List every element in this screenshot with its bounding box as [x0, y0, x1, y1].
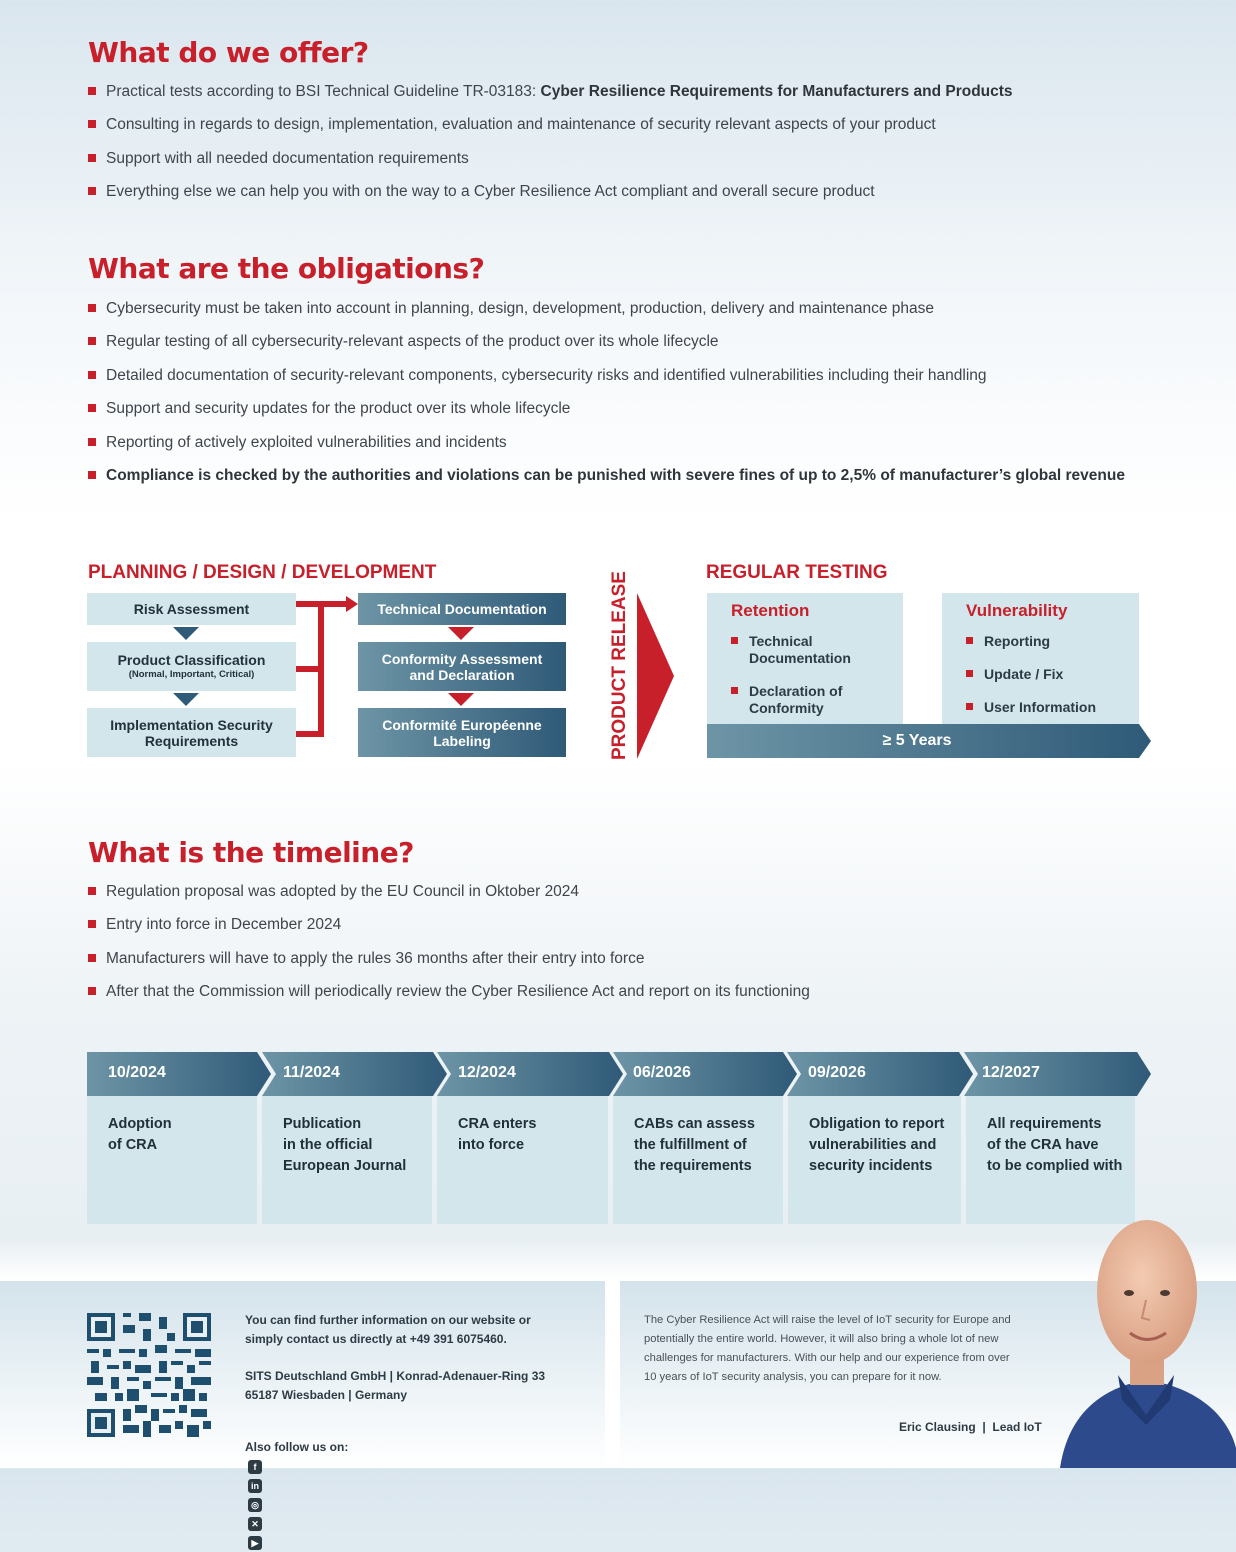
list-item: User Information [966, 699, 1096, 716]
arrow-down-icon [448, 627, 474, 640]
arrow-down-icon [173, 627, 199, 640]
timeline-date: 12/2024 [458, 1064, 516, 1081]
list-item: Detailed documentation of security-relevant components, cybersecurity risks and identified vulnerabilities including their handling [88, 366, 1125, 399]
follow-us: Also follow us on: f in ◎ ✕ ▶ [245, 1440, 349, 1548]
conformity-assessment-box: Conformity Assessment and Declaration [358, 642, 566, 691]
address-text: SITS Deutschland GmbH | Konrad-Adenauer-Ring 33 65187 Wiesbaden | Germany [245, 1369, 546, 1402]
planning-title: PLANNING / DESIGN / DEVELOPMENT [88, 562, 437, 583]
timeline-step-text: All requirements of the CRA have to be complied with [966, 1096, 1135, 1224]
list-item: Reporting [966, 633, 1096, 650]
timeline-date: 09/2026 [808, 1064, 866, 1081]
timeline-list [88, 882, 810, 1016]
technical-documentation-box: Technical Documentation [358, 593, 566, 625]
arrow-down-icon [448, 693, 474, 706]
list-item: Everything else we can help you with on the way to a Cyber Resilience Act compliant and overall secure product [88, 182, 1013, 215]
quote-text: The Cyber Resilience Act will raise the level of IoT security for Europe and potentially the entire world. However, it will also bring a whole lot of new challenges for manufacturers. With our help and our experience from over 10 years of IoT security analysis, you can prepare for it now. [644, 1314, 1011, 1383]
x-icon[interactable]: ✕ [248, 1517, 262, 1531]
list-item: Regular testing of all cybersecurity-relevant aspects of the product over its whole lifecycle [88, 332, 1125, 365]
list-item: Support with all needed documentation requirements [88, 149, 1013, 182]
timeline-title: What is the timeline? [88, 836, 414, 869]
vulnerability-title: Vulnerability [966, 601, 1068, 620]
retention-title: Retention [731, 601, 810, 620]
list-item: Entry into force in December 2024 [88, 915, 810, 948]
release-arrow-icon [637, 593, 675, 759]
list-item: Update / Fix [966, 666, 1096, 683]
obligations-list [88, 299, 1125, 499]
contact-text: You can find further information on our website or simply contact us directly at +49 391 6075460. [245, 1313, 531, 1346]
risk-assessment-box: Risk Assessment [87, 593, 296, 625]
arrow-down-icon [173, 693, 199, 706]
timeline-step-text: Obligation to report vulnerabilities and security incidents [788, 1096, 961, 1224]
timeline-date: 06/2026 [633, 1064, 691, 1081]
timeline-step-text: CABs can assess the fulfillment of the requirements [613, 1096, 783, 1224]
implementation-security-box: Implementation Security Requirements [87, 708, 296, 757]
bracket-connector-icon [296, 594, 360, 744]
instagram-icon[interactable]: ◎ [248, 1498, 262, 1512]
signature: Eric Clausing | Lead IoT [899, 1420, 1042, 1434]
timeline-step-text: Publication in the official European Journal [262, 1096, 432, 1224]
obligations-title: What are the obligations? [88, 252, 485, 285]
offer-title: What do we offer? [88, 36, 369, 69]
qr-code-icon[interactable] [87, 1313, 211, 1437]
list-item: Declaration of Conformity [731, 683, 851, 717]
list-item: Reporting of actively exploited vulnerabilities and incidents [88, 433, 1125, 466]
product-classification-box: Product Classification (Normal, Important, Critical) [87, 642, 296, 691]
list-item: Regulation proposal was adopted by the EU Council in Oktober 2024 [88, 882, 810, 915]
offer-list [88, 82, 1013, 216]
facebook-icon[interactable]: f [248, 1460, 262, 1474]
testing-title: REGULAR TESTING [706, 562, 888, 583]
list-item: After that the Commission will periodically review the Cyber Resilience Act and report on its functioning [88, 982, 810, 1015]
list-item: Cybersecurity must be taken into account in planning, design, development, production, delivery and maintenance phase [88, 299, 1125, 332]
list-item: Compliance is checked by the authorities and violations can be punished with severe fines of up to 2,5% of manufacturer’s global revenue [88, 466, 1125, 499]
years-label: ≥ 5 Years [882, 732, 952, 749]
list-item: Consulting in regards to design, implementation, evaluation and maintenance of security relevant aspects of your product [88, 115, 1013, 148]
retention-panel [707, 593, 903, 725]
portrait-photo [1040, 1210, 1236, 1468]
timeline-date: 12/2027 [982, 1064, 1040, 1081]
timeline-step-text: CRA enters into force [437, 1096, 608, 1224]
timeline-date: 11/2024 [283, 1064, 340, 1081]
list-item: Support and security updates for the product over its whole lifecycle [88, 399, 1125, 432]
product-release-label: PRODUCT RELEASE [609, 571, 630, 760]
list-item: Manufacturers will have to apply the rules 36 months after their entry into force [88, 949, 810, 982]
list-item: Technical Documentation [731, 633, 851, 667]
linkedin-icon[interactable]: in [248, 1479, 262, 1493]
list-item: Practical tests according to BSI Technical Guideline TR-03183: Cyber Resilience Requirements for Manufacturers and Products [88, 82, 1013, 115]
timeline-step-text: Adoption of CRA [87, 1096, 257, 1224]
vulnerability-panel [942, 593, 1139, 725]
ce-labeling-box: Conformité Européenne Labeling [358, 708, 566, 757]
youtube-icon[interactable]: ▶ [248, 1536, 262, 1550]
timeline-date: 10/2024 [108, 1064, 166, 1081]
